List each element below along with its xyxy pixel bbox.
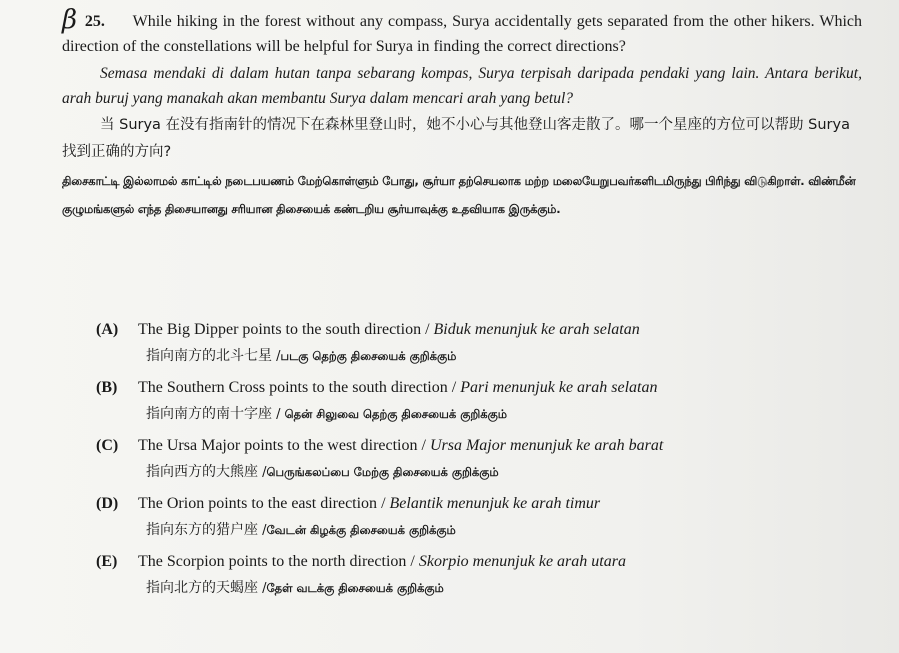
- option-a-line2: [96, 343, 866, 370]
- option-label: (B): [96, 379, 118, 396]
- option-separator: /: [406, 553, 419, 570]
- option-separator-2: /: [258, 523, 267, 538]
- option-tamil: தேள் வடக்கு திசையைக் குறிக்கும்: [266, 581, 444, 595]
- option-separator-2: /: [272, 407, 285, 422]
- option-a[interactable]: [96, 316, 866, 370]
- question-number: 25.: [84, 13, 105, 30]
- option-separator: /: [377, 495, 390, 512]
- option-tamil: தென் சிலுவை தெற்கு திசையைக் குறிக்கும்: [284, 407, 508, 421]
- option-e[interactable]: [96, 548, 866, 602]
- option-b[interactable]: [96, 374, 866, 428]
- option-malay: Ursa Major menunjuk ke arah barat: [429, 437, 664, 454]
- option-d[interactable]: [96, 490, 866, 544]
- question-malay: Semasa mendaki di dalam hutan tanpa sebarang kompas, Surya terpisah daripada pendaki yang lain. Antara berikut, arah buruj yang manakah akan membantu Surya dalam mencari arah yang betul?: [62, 65, 862, 107]
- option-label: (A): [96, 321, 119, 338]
- option-tamil: வேடன் கிழக்கு திசையைக் குறிக்கும்: [266, 523, 456, 537]
- option-chinese: 指向南方的北斗七星: [146, 348, 272, 364]
- option-separator: /: [417, 437, 430, 454]
- option-label: (D): [96, 495, 119, 512]
- option-english: The Scorpion points to the north direction: [138, 553, 407, 570]
- question-block: [62, 5, 862, 223]
- option-label: (E): [96, 553, 118, 570]
- question-chinese: 当 Surya 在没有指南针的情况下在森林里登山时，她不小心与其他登山客走散了。哪一个星座的方位可以帮助 Surya 找到正确的方向?: [62, 117, 850, 160]
- option-separator-2: /: [258, 465, 267, 480]
- option-malay: Biduk menunjuk ke arah selatan: [433, 321, 640, 338]
- option-label: (C): [96, 437, 119, 454]
- question-mark: β: [62, 5, 78, 35]
- option-malay: Skorpio menunjuk ke arah utara: [418, 553, 626, 570]
- option-english: The Big Dipper points to the south direction: [138, 321, 422, 338]
- option-malay: Pari menunjuk ke arah selatan: [460, 379, 658, 396]
- option-english: The Orion points to the east direction: [138, 495, 378, 512]
- question-tamil: திசைகாட்டி இல்லாமல் காட்டில் நடைபயணம் மேற்கொள்ளும் போது, சூர்யா தற்செயலாக மற்ற மலையேறுபவர்களிடமிருந்து பிரிந்து விடுகிறாள். விண்மீன் குழுமங்களுல் எந்த திசையானது சரியான திசையைக் கண்டறிய சூர்யாவுக்கு உதவியாக இருக்கும்.: [62, 174, 856, 216]
- option-a-line1: [96, 316, 866, 343]
- option-chinese: 指向南方的南十字座: [146, 406, 272, 422]
- option-malay: Belantik menunjuk ke arah timur: [389, 495, 601, 512]
- question-english: [62, 5, 862, 59]
- option-b-line1: [96, 374, 866, 401]
- option-separator-2: /: [258, 581, 267, 596]
- option-b-line2: [96, 401, 866, 428]
- option-english: The Southern Cross points to the south direction: [138, 379, 448, 396]
- option-chinese: 指向北方的天蝎座: [146, 580, 258, 596]
- question-english-text: While hiking in the forest without any compass, Surya accidentally gets separated from the other hikers. Which direction of the constellations will be helpful for Surya in finding the correct directions?: [62, 13, 862, 55]
- option-chinese: 指向西方的大熊座: [146, 464, 258, 480]
- option-c-line1: [96, 432, 866, 459]
- option-e-line1: [96, 548, 866, 575]
- option-d-line2: [96, 517, 866, 544]
- option-chinese: 指向东方的猎户座: [146, 522, 258, 538]
- option-separator-2: /: [272, 349, 281, 364]
- option-d-line1: [96, 490, 866, 517]
- option-c[interactable]: [96, 432, 866, 486]
- option-e-line2: [96, 575, 866, 602]
- option-separator: /: [447, 379, 461, 396]
- option-tamil: பெருங்கலப்பை மேற்கு திசையைக் குறிக்கும்: [266, 465, 499, 479]
- answer-options: [96, 316, 866, 606]
- option-c-line2: [96, 459, 866, 486]
- option-separator: /: [421, 321, 434, 338]
- option-english: The Ursa Major points to the west direction: [138, 437, 418, 454]
- option-tamil: படகு தெற்கு திசையைக் குறிக்கும்: [280, 349, 457, 363]
